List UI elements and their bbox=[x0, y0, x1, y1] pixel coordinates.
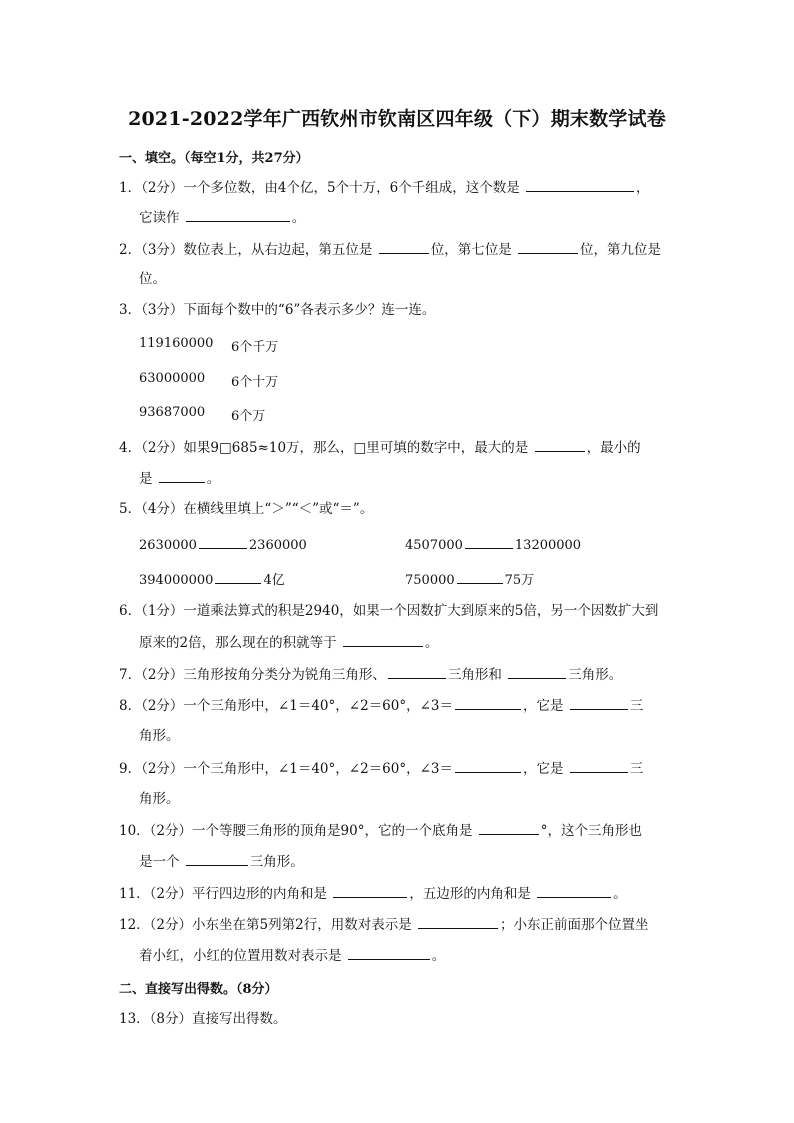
answer-blank[interactable] bbox=[465, 535, 513, 549]
answer-blank[interactable] bbox=[526, 178, 634, 192]
question-9-line-2: 角形。 bbox=[139, 791, 180, 807]
question-8-line-2: 角形。 bbox=[139, 728, 180, 744]
answer-blank[interactable] bbox=[479, 821, 539, 835]
question-1-line-1: 1．（2分）一个多位数，由4个亿，5个十万，6个千组成，这个数是 ， bbox=[119, 180, 650, 196]
section-heading-1: 一、填空。（每空1分，共27分） bbox=[119, 151, 309, 166]
answer-blank[interactable] bbox=[379, 240, 429, 254]
question-9-line-1: 9．（2分）一个三角形中，∠1＝40°，∠2＝60°，∠3＝ ，它是 三 bbox=[119, 761, 644, 777]
section-heading-2: 二、直接写出得数。（8分） bbox=[119, 982, 278, 997]
answer-blank[interactable] bbox=[348, 946, 430, 960]
compare-item-2: 4507000 13200000 bbox=[405, 535, 581, 553]
answer-blank[interactable] bbox=[570, 696, 628, 710]
answer-blank[interactable] bbox=[343, 633, 423, 647]
answer-blank[interactable] bbox=[159, 469, 205, 483]
answer-blank[interactable] bbox=[186, 208, 290, 222]
question-13: 13．（8分）直接写出得数。 bbox=[119, 1011, 287, 1027]
answer-blank[interactable] bbox=[418, 915, 498, 929]
question-3: 3．（3分）下面每个数中的“6”各表示多少？连一连。 bbox=[119, 302, 436, 318]
question-10-line-2: 是一个 三角形。 bbox=[139, 854, 304, 870]
question-10-line-1: 10．（2分）一个等腰三角形的顶角是90°，它的一个底角是 °，这个三角形也 bbox=[119, 823, 642, 839]
match-number-1: 119160000 bbox=[139, 336, 214, 351]
question-8-line-1: 8．（2分）一个三角形中，∠1＝40°，∠2＝60°，∠3＝ ，它是 三 bbox=[119, 698, 644, 714]
answer-blank[interactable] bbox=[215, 570, 261, 584]
question-2-line-2: 位。 bbox=[139, 271, 166, 287]
page-title: 2021-2022学年广西钦州市钦南区四年级（下）期末数学试卷 bbox=[128, 108, 666, 130]
answer-blank[interactable] bbox=[518, 240, 578, 254]
answer-blank[interactable] bbox=[388, 665, 446, 679]
answer-blank[interactable] bbox=[455, 759, 521, 773]
compare-item-3: 394000000 4亿 bbox=[139, 569, 285, 588]
question-11: 11．（2分）平行四边形的内角和是 ，五边形的内角和是 。 bbox=[119, 886, 627, 902]
question-5: 5．（4分）在横线里填上“＞”“＜”或“＝”。 bbox=[119, 501, 374, 517]
answer-blank[interactable] bbox=[457, 570, 503, 584]
question-6-line-2: 原来的2倍，那么现在的积就等于 。 bbox=[139, 635, 439, 651]
question-12-line-2: 着小红，小红的位置用数对表示是 。 bbox=[139, 948, 446, 964]
answer-blank[interactable] bbox=[537, 884, 611, 898]
match-label-2: 6个十万 bbox=[231, 375, 279, 390]
question-4-line-1: 4．（2分）如果9□685≈10万，那么，□里可填的数字中，最大的是 ，最小的 bbox=[119, 440, 641, 456]
question-7: 7．（2分）三角形按角分类分为锐角三角形、 三角形和 三角形。 bbox=[119, 667, 623, 683]
match-number-2: 63000000 bbox=[139, 371, 206, 386]
question-2-line-1: 2．（3分）数位表上，从右边起，第五位是 位，第七位是 位，第九位是 bbox=[119, 242, 662, 258]
match-label-3: 6个万 bbox=[231, 409, 266, 424]
answer-blank[interactable] bbox=[199, 535, 247, 549]
question-4-line-2: 是 。 bbox=[139, 471, 221, 487]
compare-item-1: 2630000 2360000 bbox=[139, 535, 307, 553]
question-1-line-2: 它读作 。 bbox=[139, 210, 306, 226]
answer-blank[interactable] bbox=[186, 852, 248, 866]
answer-blank[interactable] bbox=[535, 438, 585, 452]
answer-blank[interactable] bbox=[508, 665, 566, 679]
question-12-line-1: 12．（2分）小东坐在第5列第2行，用数对表示是 ；小东正前面那个位置坐 bbox=[119, 917, 649, 933]
match-label-1: 6个千万 bbox=[231, 340, 279, 355]
answer-blank[interactable] bbox=[570, 759, 628, 773]
question-6-line-1: 6．（1分）一道乘法算式的积是2940，如果一个因数扩大到原来的5倍，另一个因数扩大到 bbox=[119, 603, 659, 619]
compare-item-4: 750000 75万 bbox=[405, 569, 534, 588]
match-number-3: 93687000 bbox=[139, 405, 206, 420]
answer-blank[interactable] bbox=[455, 696, 521, 710]
answer-blank[interactable] bbox=[333, 884, 407, 898]
